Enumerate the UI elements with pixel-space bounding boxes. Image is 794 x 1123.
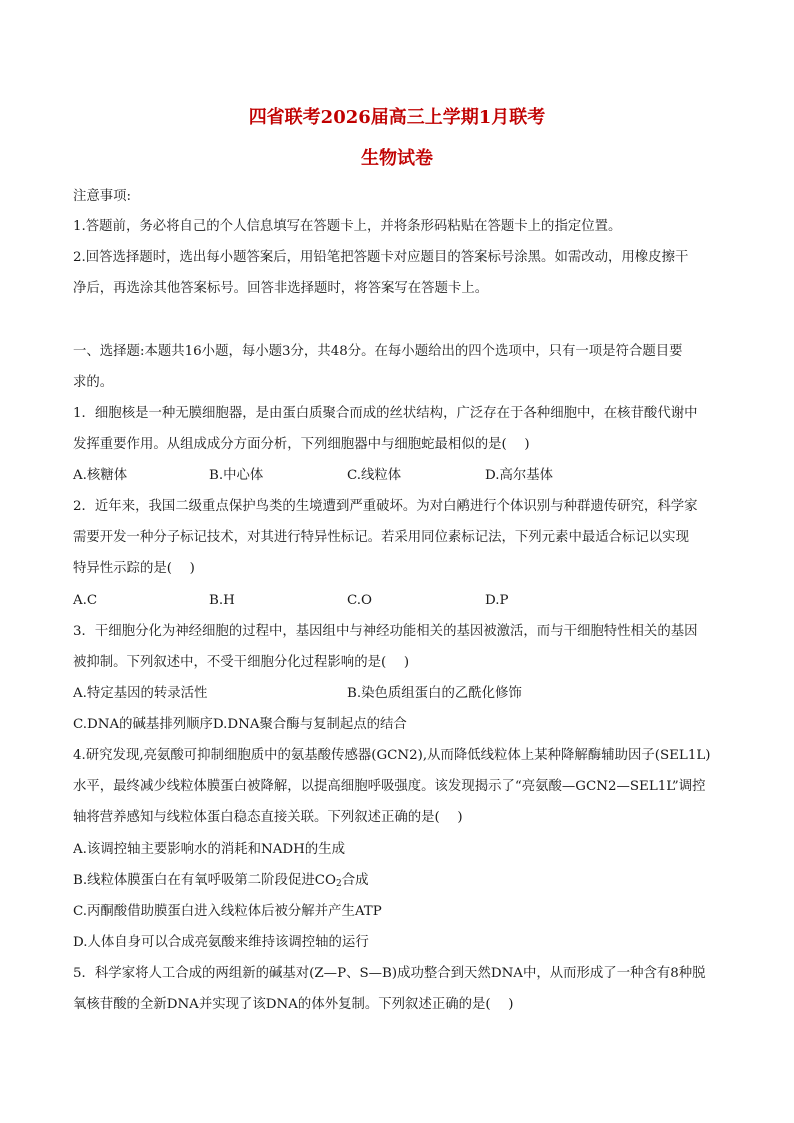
co2-subscript: 2 bbox=[335, 879, 342, 889]
question-1-option-d: D.高尔基体 bbox=[485, 468, 554, 483]
question-1-option-a: A.核糖体 bbox=[73, 468, 128, 483]
question-4-line-1: 4.研究发现,亮氨酸可抑制细胞质中的氨基酸传感器(GCN2),从而降低线粒体上某种降解酶辅助因子(SEL1L) bbox=[73, 748, 711, 763]
notice-item-2-line-2: 净后，再选涂其他答案标号。回答非选择题时，将答案写在答题卡上。 bbox=[73, 281, 489, 296]
question-4-option-a: A.该调控轴主要影响水的消耗和NADH的生成 bbox=[73, 842, 345, 857]
question-3-line-2: 被抑制。下列叙述中，不受干细胞分化过程影响的是( ) bbox=[73, 655, 410, 670]
question-3-line-1: 3．干细胞分化为神经细胞的过程中，基因组中与神经功能相关的基因被激活，而与干细胞特性相关的基因 bbox=[73, 624, 698, 639]
question-2-line-3: 特异性示踪的是( ) bbox=[73, 561, 195, 576]
notice-heading: 注意事项: bbox=[73, 189, 132, 204]
question-5-line-1: 5．科学家将人工合成的两组新的碱基对(Z—P、S—B)成功整合到天然DNA中，从而形成了一种含有8种脱 bbox=[73, 966, 706, 981]
question-2-line-1: 2．近年来，我国二级重点保护鸟类的生境遭到严重破坏。为对白鹇进行个体识别与种群遗传研究，科学家 bbox=[73, 499, 698, 514]
question-1-option-c: C.线粒体 bbox=[347, 468, 402, 483]
question-2-option-d: D.P bbox=[485, 593, 509, 608]
question-4-option-b bbox=[73, 871, 723, 894]
notice-item-2-line-1: 2.回答选择题时，选出每小题答案后，用铅笔把答题卡对应题目的答案标号涂黑。如需改动，用橡皮擦干 bbox=[73, 250, 689, 265]
question-3-option-a: A.特定基因的转录活性 bbox=[73, 686, 208, 701]
question-1-line-2: 发挥重要作用。从组成成分方面分析，下列细胞器中与细胞蛇最相似的是( ) bbox=[73, 437, 530, 452]
question-2-option-c: C.O bbox=[347, 593, 373, 608]
question-4-line-3: 轴将营养感知与线粒体蛋白稳态直接关联。下列叙述正确的是( ) bbox=[73, 810, 463, 825]
question-2-option-a: A.C bbox=[73, 593, 98, 608]
notice-item-1: 1.答题前，务必将自己的个人信息填写在答题卡上，并将条形码粘贴在答题卡上的指定位置。 bbox=[73, 219, 622, 234]
question-1-line-1: 1．细胞核是一种无膜细胞器，是由蛋白质聚合而成的丝状结构，广泛存在于各种细胞中，在核苷酸代谢中 bbox=[73, 406, 698, 421]
question-4-option-d: D.人体自身可以合成亮氨酸来维持该调控轴的运行 bbox=[73, 935, 369, 950]
question-2-line-2: 需要开发一种分子标记技术，对其进行特异性标记。若采用同位素标记法，下列元素中最适合标记以实现 bbox=[73, 530, 689, 545]
question-1-option-b: B.中心体 bbox=[209, 468, 264, 483]
section-1-line-1: 一、选择题:本题共16小题，每小题3分，共48分。在每小题给出的四个选项中，只有一项是符合题目要 bbox=[73, 344, 683, 359]
question-5-line-2: 氧核苷酸的全新DNA并实现了该DNA的体外复制。下列叙述正确的是( ) bbox=[73, 997, 514, 1012]
exam-subtitle: 生物试卷 bbox=[361, 148, 433, 169]
question-4-option-b-tail: 合成 bbox=[341, 873, 369, 888]
exam-title: 四省联考2026届高三上学期1月联考 bbox=[248, 107, 546, 128]
question-3-option-b: B.染色质组蛋白的乙酰化修饰 bbox=[347, 686, 522, 701]
question-4-option-c: C.丙酮酸借助膜蛋白进入线粒体后被分解并产生ATP bbox=[73, 904, 382, 919]
question-4-line-2: 水平，最终减少线粒体膜蛋白被降解，以提高细胞呼吸强度。该发现揭示了“亮氨酸—GCN2—SEL1L”调控 bbox=[73, 779, 706, 794]
question-4-option-b-text: B.线粒体膜蛋白在有氧呼吸第二阶段促进CO bbox=[73, 873, 336, 888]
section-1-line-2: 求的。 bbox=[73, 375, 114, 390]
question-2-option-b: B.H bbox=[209, 593, 235, 608]
question-3-options-c-d: C.DNA的碱基排列顺序D.DNA聚合酶与复制起点的结合 bbox=[73, 717, 407, 732]
